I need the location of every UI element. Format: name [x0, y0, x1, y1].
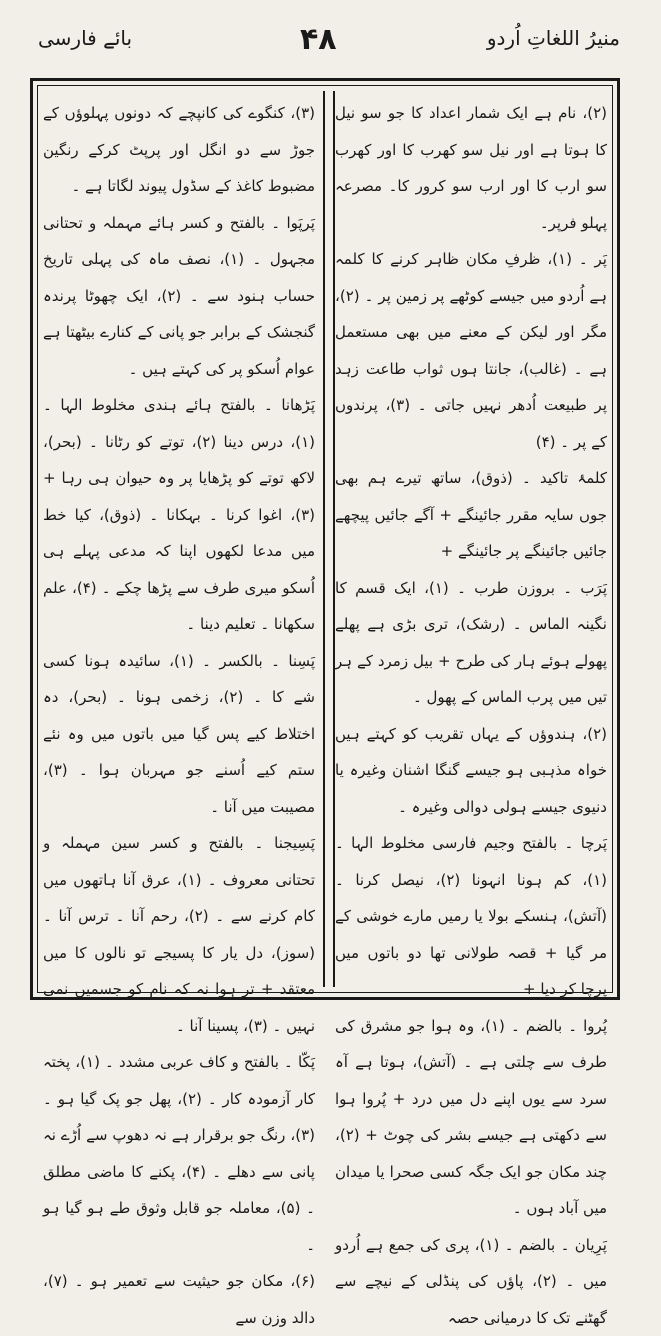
entry-paragraph: کلمۂ تاکید ۔ (ذوق)، ساتھ تیرے ہم بھی جوں سایہ مقرر جائینگے + آگے جائیں پیچھے جائیں جائینگے پر جائینگے +	[335, 460, 607, 570]
entry-paragraph: پَکّا ۔ بالفتح و کاف عربی مشدد ۔ (۱)، پختہ کار آزمودہ کار ۔ (۲)، پھل جو پک گیا ہو ۔ (۳)، رنگ جو برقرار ہے نہ دھوپ سے اُڑے نہ پانی سے دھلے ۔ (۴)، پکنے کا ماضی مطلق ۔ (۵)، معاملہ جو قابل وثوق طے ہو گیا ہو ۔	[43, 1044, 315, 1263]
entry-paragraph: پَر ۔ (۱)، ظرفِ مکان ظاہر کرنے کا کلمہ ہے اُردو میں جیسے کوٹھے پر زمین پر ۔ (۲)، مگر اور لیکن کے معنے میں بھی مستعمل ہے ۔ (غالب)، جانتا ہوں ثواب طاعت زہد پر طبیعت اُدھر نہیں جاتی ۔ (۳)، پرندوں کے پر ۔ (۴)	[335, 241, 607, 460]
entry-paragraph: پَسِیجنا ۔ بالفتح و کسر سین مہملہ و تحتانی معروف ۔ (۱)، عرق آنا ہاتھوں میں کام کرنے سے ۔ (۲)، رحم آنا ۔ ترس آنا ۔ (سوز)، دل یار کا پسیجے تو نالوں کا میں معتقد + تر ہوا نہ کہ نام کو جسمیں نمی نہیں ۔ (۳)، پسینا آنا ۔	[43, 825, 315, 1044]
entry-paragraph: پَرچا ۔ بالفتح وجیم فارسی مخلوط الہا ۔ (۱)، کم ہونا انہونا (۲)، نیصل کرنا ۔ (آتش)، ہنسکے بولا یا رمیں مارے خوشی کے مر گیا + قصہ طولانی تھا دو باتوں میں پرچا کر دیا +	[335, 825, 607, 1008]
section-title: بائے فارسی	[38, 26, 132, 50]
entry-paragraph: (۲)، نام ہے ایک شمار اعداد کا جو سو نیل کا ہوتا ہے اور نیل سو کھرب کا اور کھرب سو ارب کا اور ارب سو کرور کا۔ مصرعہ پہلو فرپر۔	[335, 95, 607, 241]
page-header	[30, 22, 630, 62]
column-divider	[323, 91, 335, 987]
book-title: منیرُ اللغاتِ اُردو	[487, 26, 620, 50]
entry-paragraph: (۶)، مکان جو حیثیت سے تعمیر ہو ۔ (۷)، دالد وزن سے	[43, 1263, 315, 1336]
page-number: ۴۸	[300, 22, 337, 57]
entry-paragraph: پُروا ۔ بالضم ۔ (۱)، وہ ہوا جو مشرق کی طرف سے چلتی ہے ۔ (آتش)، ہوتا ہے آہ سرد سے یوں اپنے دل میں درد + پُروا ہوا سے دکھتی ہے جیسے بشر کی چوٹ + (۲)، چند مکان جو ایک جگہ کسی صحرا یا میدان میں آباد ہوں ۔	[335, 1008, 607, 1227]
entry-paragraph: پَڑھانا ۔ بالفتح ہائے ہندی مخلوط الہا ۔ (۱)، درس دینا (۲)، توتے کو رٹانا ۔ (بحر)، لاکھ توتے کو پڑھایا پر وہ حیوان ہی رہا + (۳)، اغوا کرنا ۔ بہکانا ۔ (ذوق)، کیا خط میں مدعا لکھوں اپنا کہ مدعی پہلے ہی اُسکو میری طرف سے پڑھا چکے ۔ (۴)، علم سکھانا ۔ تعلیم دینا ۔	[43, 387, 315, 643]
entry-paragraph: پَرپَوا ۔ بالفتح و کسر ہائے مہملہ و تحتانی مجہول ۔ (۱)، نصف ماہ کی پہلی تاریخ حساب ہنود سے ۔ (۲)، ایک چھوٹا پرندہ گنجشک کے برابر جو پانی کے کنارے بیٹھتا ہے عوام اُسکو پر کی کہتے ہیں ۔	[43, 205, 315, 388]
entry-paragraph: (۲)، ہندوؤں کے یہاں تقریب کو کہتے ہیں خواہ مذہبی ہو جیسے گنگا اشنان وغیرہ یا دنیوی جیسے ہولی دوالی وغیرہ ۔	[335, 716, 607, 826]
entry-paragraph: پَرَب ۔ بروزن طرب ۔ (۱)، ایک قسم کا نگینہ الماس ۔ (رشک)، تری بڑی ہے پھلے پھولے ہوئے ہار کی طرح + بیل زمرد کے ہر تیں میں پرب الماس کے پھول ۔	[335, 570, 607, 716]
right-column	[335, 95, 607, 983]
entry-paragraph: پَرِیان ۔ بالضم ۔ (۱)، پری کی جمع ہے اُردو میں ۔ (۲)، پاؤں کی پنڈلی کے نیچے سے گھٹنے تک کا درمیانی حصہ	[335, 1227, 607, 1336]
page-frame	[30, 78, 620, 1000]
entry-paragraph: (۳)، کنگوے کی کانپچے کہ دونوں پہلوؤں کے جوڑ سے دو انگل اور پرپٹ کرکے رنگین مضبوط کاغذ کے سڈول پیوند لگاتا ہے ۔	[43, 95, 315, 205]
entry-paragraph: پَسِنا ۔ بالکسر ۔ (۱)، سائیدہ ہونا کسی شے کا ۔ (۲)، زخمی ہونا ۔ (بحر)، دہ اختلاط کیے پس گیا میں باتوں میں وہ نئے ستم کیے اُسنے جو مہربان ہوا ۔ (۳)، مصیبت میں آنا ۔	[43, 643, 315, 826]
left-column	[43, 95, 315, 983]
